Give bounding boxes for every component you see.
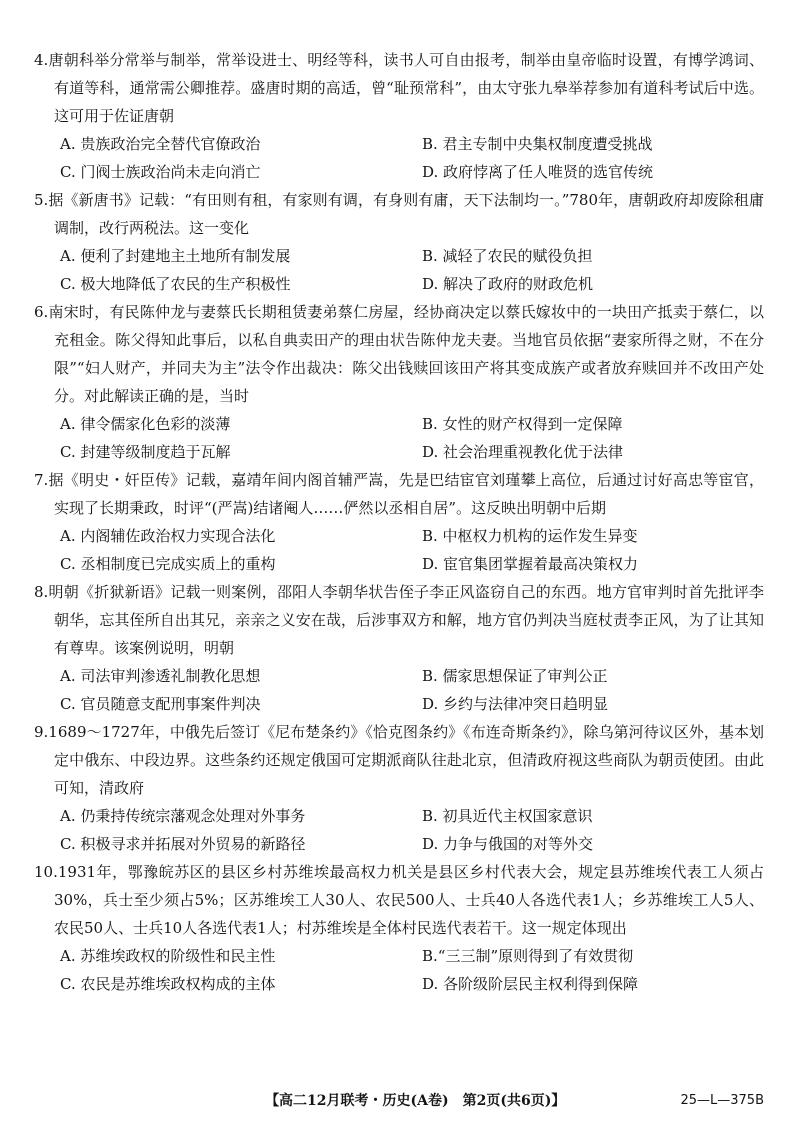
question-5: [30, 186, 764, 298]
options-grid: [30, 522, 764, 578]
option-c: C. 丞相制度已完成实质上的重构: [60, 555, 276, 573]
options-grid: [30, 942, 764, 998]
question-stem: 7.据《明史・奸臣传》记载，嘉靖年间内阁首辅严嵩，先是巴结宦官刘瑾攀上高位，后通过讨好高忠等宦官，实现了长期秉政，时评“(严嵩)结诸阉人……俨然以丞相自居”。这反映出明朝中后期: [34, 471, 764, 517]
option-d: D. 乡约与法律冲突日趋明显: [422, 695, 609, 713]
options-grid: [30, 130, 764, 186]
page-footer: [30, 1090, 764, 1110]
option-b: B. 减轻了农民的赋役负担: [422, 247, 593, 265]
question-6: [30, 298, 764, 466]
option-a: A. 仍秉持传统宗藩观念处理对外事务: [60, 807, 306, 825]
options-grid: [30, 410, 764, 466]
option-d: D. 宦官集团掌握着最高决策权力: [422, 555, 639, 573]
option-d: D. 各阶级阶层民主权利得到保障: [422, 975, 639, 993]
option-b: B.“三三制”原则得到了有效贯彻: [422, 947, 634, 965]
option-c: C. 农民是苏维埃政权构成的主体: [60, 975, 276, 993]
option-a: A. 司法审判渗透礼制教化思想: [60, 667, 261, 685]
question-stem: 6.南宋时，有民陈仲龙与妻蔡氏长期租赁妻弟蔡仁房屋，经协商决定以蔡氏嫁妆中的一块田产抵卖于蔡仁，以充租金。陈父得知此事后，以私自典卖田产的理由状告陈仲龙夫妻。当地官员依据“妻家所得之财，不在分限”“妇人财产，并同夫为主”法令作出裁决：陈父出钱赎回该田产将其变成族产或者放弃赎回并不改田产处分。对此解读正确的是，当时: [34, 303, 764, 405]
option-b: B. 中枢权力机构的运作发生异变: [422, 527, 638, 545]
options-grid: [30, 242, 764, 298]
question-7: [30, 466, 764, 578]
option-d: D. 力争与俄国的对等外交: [422, 835, 594, 853]
option-c: C. 积极寻求并拓展对外贸易的新路径: [60, 835, 306, 853]
question-stem: 4.唐朝科举分常举与制举，常举设进士、明经等科，读书人可自由报考，制举由皇帝临时设置，有博学鸿词、有道等科，通常需公卿推荐。盛唐时期的高适，曾“耻预常科”，由太守张九皋举荐参加有道科考试后中选。这可用于佐证唐朝: [34, 51, 764, 125]
option-a: A. 便利了封建地主土地所有制发展: [60, 247, 291, 265]
options-grid: [30, 802, 764, 858]
option-a: A. 贵族政治完全替代官僚政治: [60, 135, 261, 153]
options-grid: [30, 662, 764, 718]
question-stem: 5.据《新唐书》记载：“有田则有租，有家则有调，有身则有庸，天下法制均一。”780年，唐朝政府却废除租庸调制，改行两税法。这一变化: [34, 191, 764, 237]
option-d: D. 政府悖离了任人唯贤的选官传统: [422, 163, 654, 181]
option-b: B. 女性的财产权得到一定保障: [422, 415, 623, 433]
option-a: A. 内阁辅佐政治权力实现合法化: [60, 527, 276, 545]
option-b: B. 儒家思想保证了审判公正: [422, 667, 608, 685]
option-c: C. 极大地降低了农民的生产积极性: [60, 275, 291, 293]
question-8: [30, 578, 764, 718]
option-d: D. 社会治理重视教化优于法律: [422, 443, 624, 461]
option-a: A. 苏维埃政权的阶级性和民主性: [60, 947, 276, 965]
option-b: B. 初具近代主权国家意识: [422, 807, 593, 825]
footer-code: 25—L—375B: [680, 1092, 764, 1108]
footer-title: 【高二12月联考・历史(A卷) 第2页(共6页)】: [265, 1093, 566, 1109]
option-c: C. 封建等级制度趋于瓦解: [60, 443, 231, 461]
question-4: [30, 46, 764, 186]
option-c: C. 门阀士族政治尚未走向消亡: [60, 163, 261, 181]
option-b: B. 君主专制中央集权制度遭受挑战: [422, 135, 653, 153]
question-stem: 9.1689～1727年，中俄先后签订《尼布楚条约》《恰克图条约》《布连奇斯条约》，除乌第河待议区外，基本划定中俄东、中段边界。这些条约还规定俄国可定期派商队往赴北京，但清政府视这些商队为朝贡使团。由此可知，清政府: [34, 723, 764, 797]
option-d: D. 解决了政府的财政危机: [422, 275, 594, 293]
question-9: [30, 718, 764, 858]
option-c: C. 官员随意支配刑事案件判决: [60, 695, 261, 713]
question-10: [30, 858, 764, 998]
option-a: A. 律令儒家化色彩的淡薄: [60, 415, 231, 433]
question-stem: 8.明朝《折狱新语》记载一则案例，邵阳人李朝华状告侄子李正风盗窃自己的东西。地方官审判时首先批评李朝华，忘其侄所自出其兄，亲亲之义安在哉，后涉事双方和解，地方官仍判决当庭杖责李正风，为了让其知有尊卑。该案例说明，明朝: [34, 583, 764, 657]
question-stem: 10.1931年，鄂豫皖苏区的县区乡村苏维埃最高权力机关是县区乡村代表大会，规定县苏维埃代表工人须占30%，兵士至少须占5%；区苏维埃工人30人、农民500人、士兵40人各选代表1人；乡苏维埃工人5人、农民50人、士兵10人各选代表1人；村苏维埃是全体村民选代表若干。这一规定体现出: [34, 863, 765, 937]
